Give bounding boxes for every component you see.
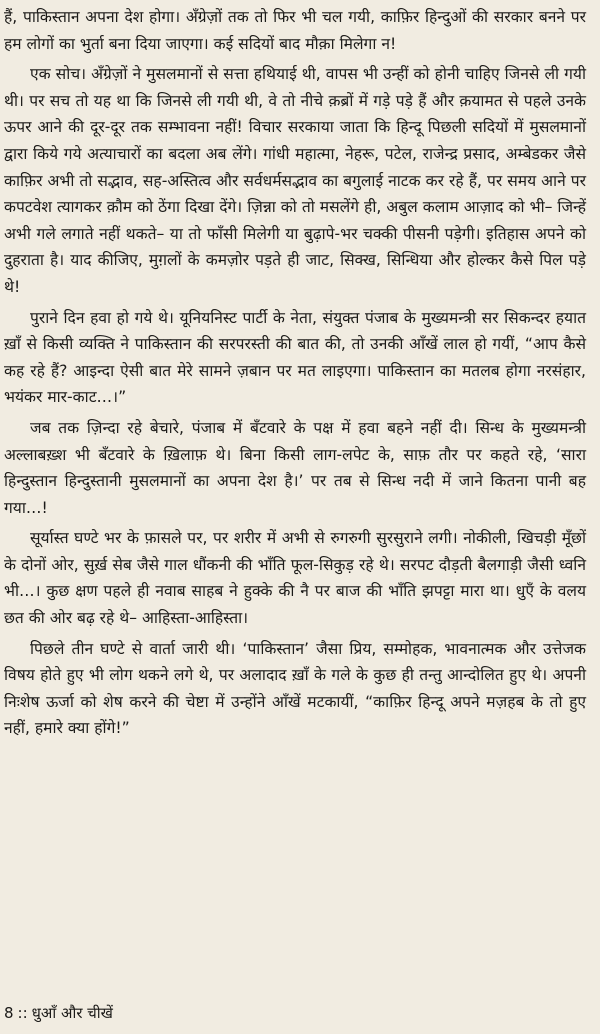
paragraph-5: सूर्यास्त घण्टे भर के फ़ासले पर, पर शरीर में अभी से रुगरुगी सुरसुराने लगी। नोकीली, खिचड़ी मूँछों के दोनों ओर, सुर्ख़ सेब जैसे गाल धौंकनी की भाँति फूल-सिकुड़ रहे थे। सरपट दौड़ती बैलगाड़ी जैसी ध्वनि भी…। कुछ क्षण पहले ही नवाब साहब ने हुक्के की नै पर बाज की भाँति झपट्टा मारा था। धुएँ के वलय छत की ओर बढ़ रहे थे– आहिस्ता-आहिस्ता। [4, 529, 586, 628]
paragraph-4: जब तक ज़िन्दा रहे बेचारे, पंजाब में बँटवारे के पक्ष में हवा बहने नहीं दी। सिन्ध के मुख्यमन्त्री अल्लाबख़्श भी बँटवारे के ख़िलाफ़ थे। बिना किसी लाग-लपेट के, साफ़ तौर पर कहते रहे, ‘सारा हिन्दुस्तान हिन्दुस्तानी मुसलमानों का अपना देश है।’ पर तब से सिन्ध नदी में जाने कितना पानी बह गया…! [4, 418, 586, 517]
page-number: 8 [4, 1004, 14, 1022]
paragraph-1: हैं, पाकिस्तान अपना देश होगा। अँग्रेज़ों तक तो फिर भी चल गयी, काफ़िर हिन्दुओं की सरकार बनने पर हम लोगों का भुर्ता बना दिया जाएगा। कई सदियों बाद मौक़ा मिलेगा न! [4, 8, 586, 53]
paragraph-6: पिछले तीन घण्टे से वार्ता जारी थी। ‘पाकिस्तान’ जैसा प्रिय, सम्मोहक, भावनात्मक और उत्तेजक विषय होते हुए भी लोग थकने लगे थे, पर अलादाद ख़ाँ के गले के कुछ ही तन्तु आन्दोलित हुए थे। अपनी निःशेष ऊर्जा को शेष करने की चेष्टा में उन्होंने आँखें मटकायीं, “काफ़िर हिन्दू अपने मज़हब के तो हुए नहीं, हमारे क्या होंगे!” [4, 639, 586, 738]
book-title: धुआँ और चीखें [31, 1004, 113, 1022]
footer-separator: :: [17, 1004, 28, 1022]
paragraph-3: पुराने दिन हवा हो गये थे। यूनियनिस्ट पार्टी के नेता, संयुक्त पंजाब के मुख्यमन्त्री सर सिकन्दर हयात ख़ाँ से किसी व्यक्ति ने पाकिस्तान की सरपरस्ती की बात की, तो उनकी आँखें लाल हो गयीं, “आप कैसे कह रहे हैं? आइन्दा ऐसी बात मेरे सामने ज़बान पर मत लाइएगा। पाकिस्तान का मतलब होगा नरसंहार, भयंकर मार-काट…।” [4, 308, 586, 407]
page-footer [4, 1000, 113, 1026]
paragraph-2: एक सोच। अँग्रेज़ों ने मुसलमानों से सत्ता हथियाई थी, वापस भी उन्हीं को होनी चाहिए जिनसे ली गयी थी। पर सच तो यह था कि जिनसे ली गयी थी, वे तो नीचे क़ब्रों में गड़े पड़े हैं और क़यामत से पहले उनके ऊपर आने की दूर-दूर तक सम्भावना नहीं! विचार सरकाया जाता कि हिन्दू पिछली सदियों में मुसलमानों द्वारा किये गये अत्याचारों का बदला अब लेंगे। गांधी महात्मा, नेहरू, पटेल, राजेन्द्र प्रसाद, अम्बेडकर जैसे काफ़िर अभी तो सद्भाव, सह-अस्तित्व और सर्वधर्मसद्भाव का बगुलाई नाटक कर रहे हैं, पर समय आने पर कपटवेश त्यागकर क़ौम को ठेंगा दिखा देंगे। ज़िन्ना को तो मसलेंगे ही, अबुल कलाम आज़ाद को भी– जिन्हें अभी गले लगाते नहीं थकते– या तो फाँसी मिलेगी या बुढ़ापे-भर चक्की पीसनी पड़ेगी। इतिहास अपने को दुहराता है। याद कीजिए, मुग़लों के कमज़ोर पड़ते ही जाट, सिक्ख, सिन्धिया और होल्कर कैसे पिल पड़े थे! [4, 65, 586, 296]
